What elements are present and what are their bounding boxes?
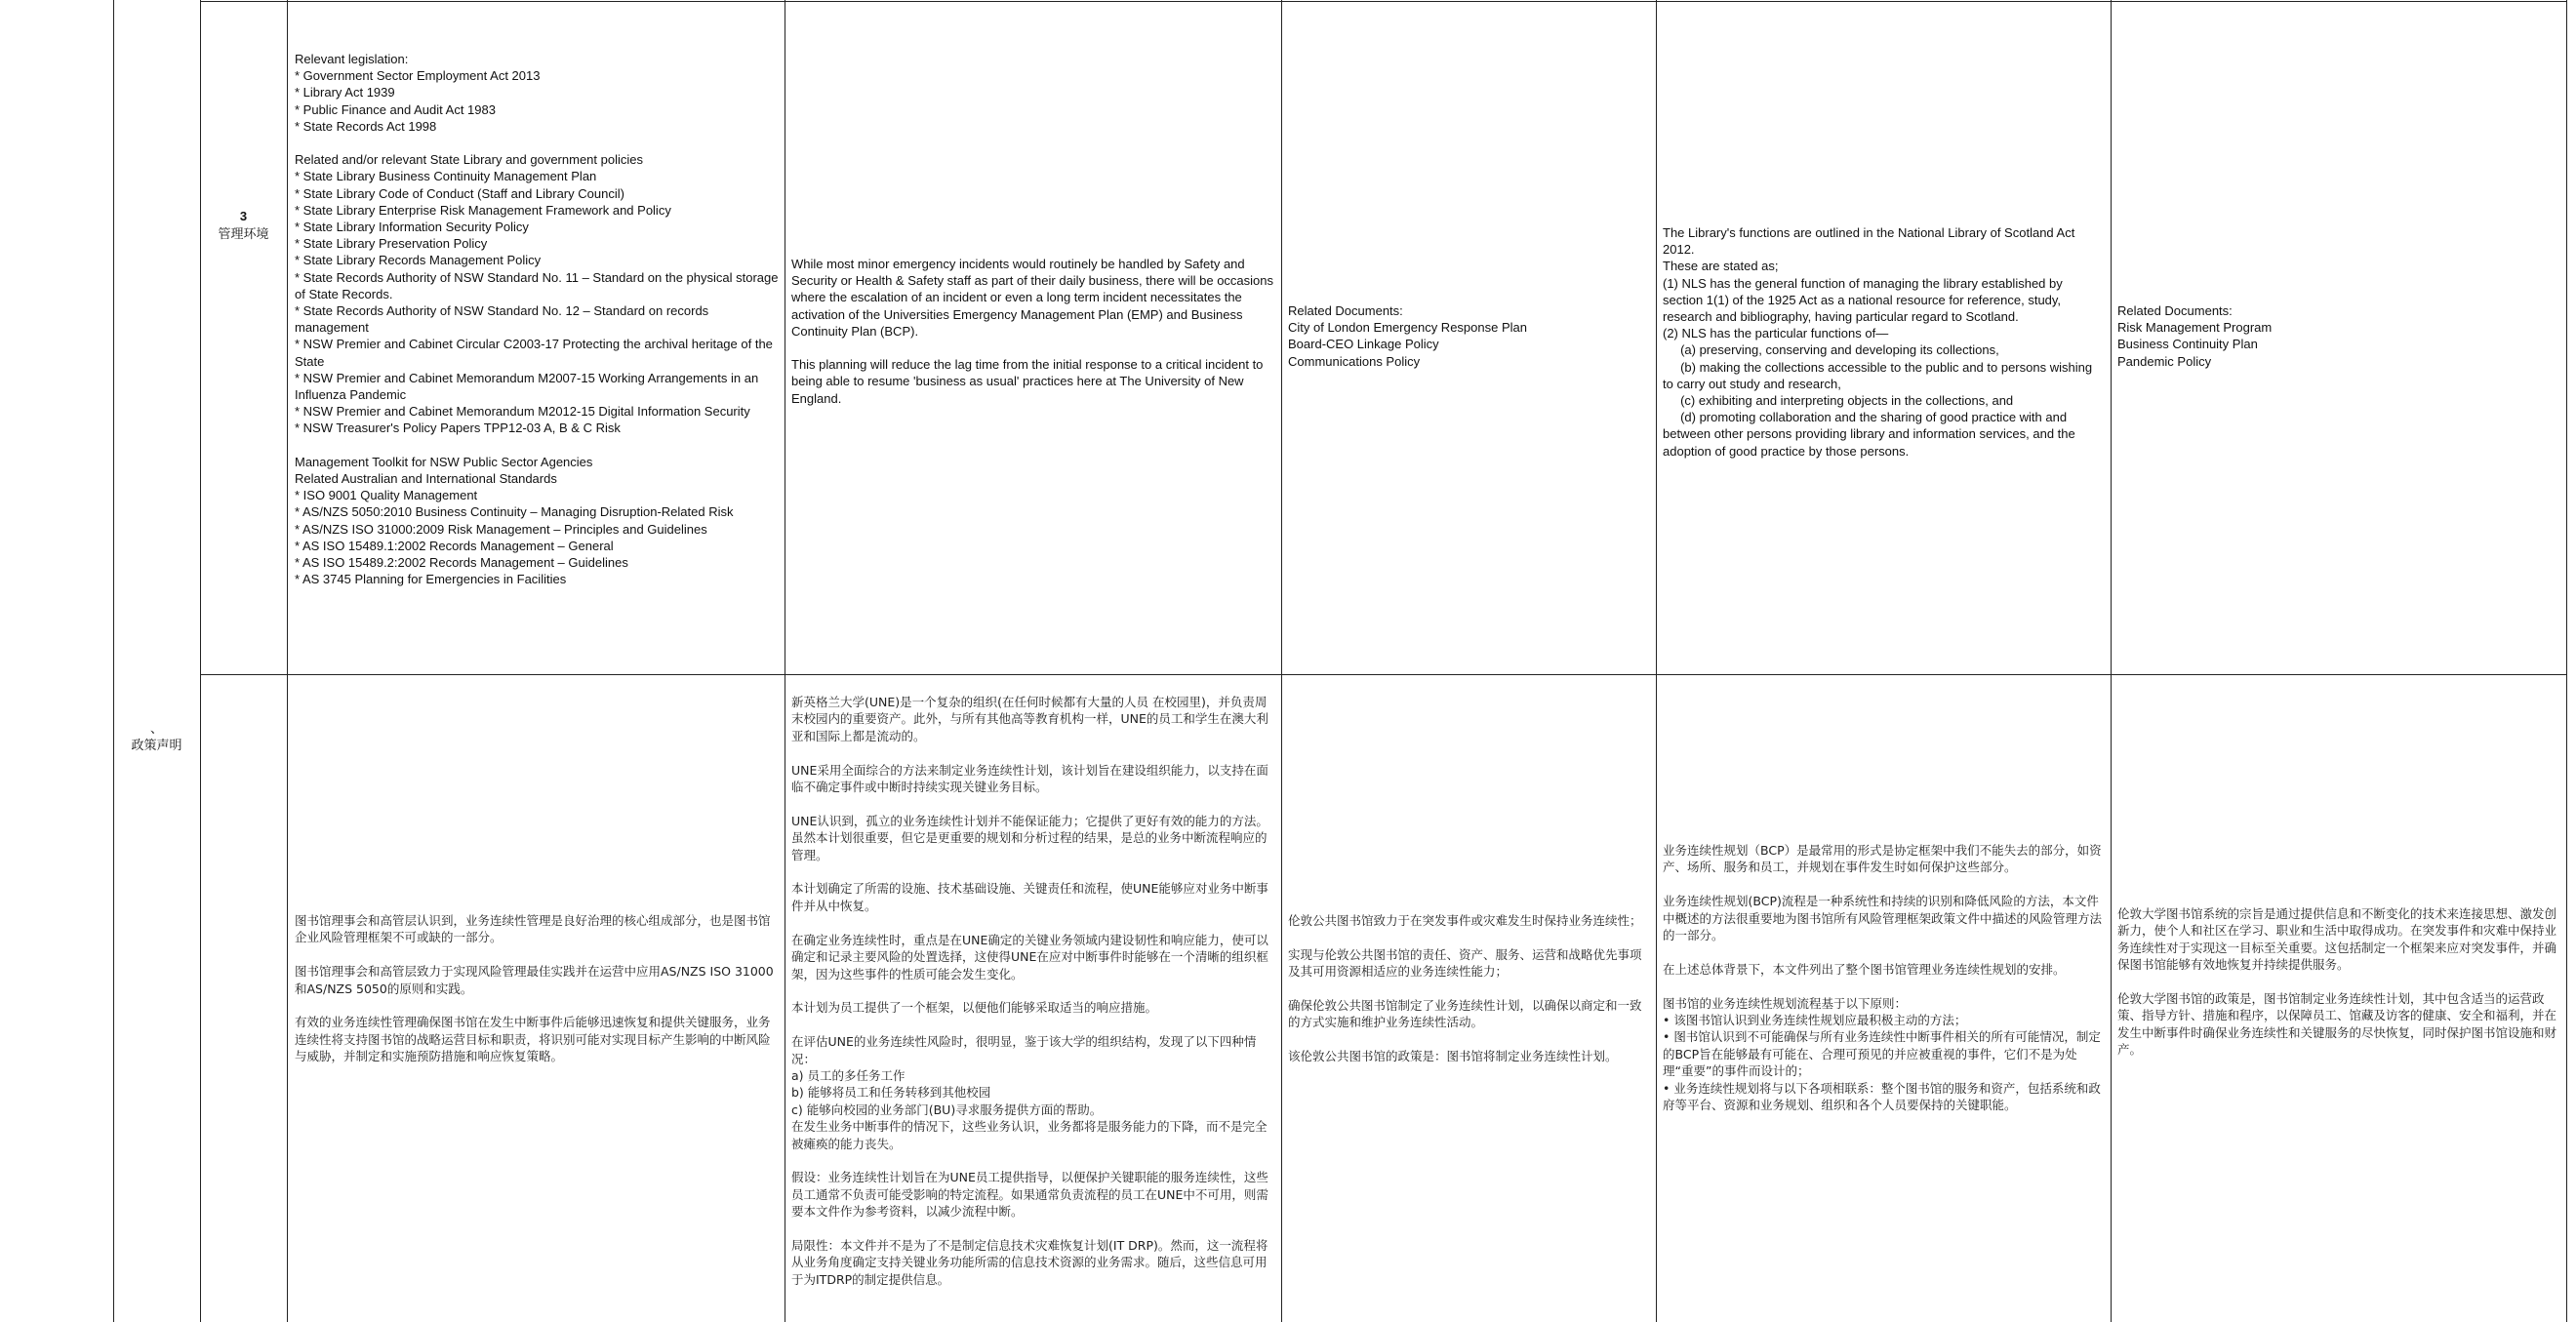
grid-hline bbox=[200, 674, 2566, 675]
grid-vline bbox=[2566, 0, 2567, 1322]
grid-vline bbox=[200, 0, 201, 1322]
section-label: 政策声明 bbox=[131, 738, 182, 752]
cell-cn-london-statement: 伦敦公共图书馆致力于在突发事件或灾难发生时保持业务连续性； 实现与伦敦公共图书馆的责任、资产、服务、运营和战略优先事项及其可用资源相适应的业务连续性能力； 确保伦敦公共图书馆制定了业务连续性计划，以确保以商定和一致的方式实施和维护业务连续性活动。 该伦敦公共图书馆的政策是：图书馆将制定业务连续性计划。 bbox=[1288, 913, 1642, 1064]
cell-legislation-policies: Relevant legislation: * Government Sector Employment Act 2013 * Library Act 1939 * Public Finance and Audit Act 1983 * State Records Act 1998 Related and/or relevant State Library and government policies * State Library Business Continuity Management Plan * State Library Code of Conduct (Staff and Library Council) * State Library Enterprise Risk Management Framework and Policy * State Library Information Security Policy * State Library Preservation Policy * State Library Records Management Policy * State Records Authority of NSW Standard No. 11 – Standard on the physical storage of State Records. * State Records Authority of NSW Standard No. 12 – Standard on records management * NSW Premier and Cabinet Circular C2003-17 Protecting the archival heritage of the State * NSW Premier and Cabinet Memorandum M2007-15 Working Arrangements in an Influenza Pandemic * NSW Premier and Cabinet Memorandum M2012-15 Digital Information Security * NSW Treasurer's Policy Papers TPP12-03 A, B & C Risk Management Toolkit for NSW Public Sector Agencies Related Australian and International Standards * ISO 9001 Quality Management * AS/NZS 5050:2010 Business Continuity – Managing Disruption-Related Risk * AS/NZS ISO 31000:2009 Risk Management – Principles and Guidelines * AS ISO 15489.1:2002 Records Management – General * AS ISO 15489.2:2002 Records Management – Guidelines * AS 3745 Planning for Emergencies in Facilities bbox=[295, 52, 779, 587]
grid-hline bbox=[200, 1, 2566, 2]
grid-vline bbox=[113, 0, 114, 1322]
cell-cn-bcp-statement: 业务连续性规划（BCP）是最常用的形式是协定框架中我们不能失去的部分，如资产、场所、服务和员工，并规划在事件发生时如何保护这些部分。 业务连续性规划(BCP)流程是一种系统性和持续的识别和降低风险的方法，本文件中概述的方法很重要地为图书馆所有风险管理框架政策文件中描述的风险管理方法的一部分。 在上述总体背景下，本文件列出了整个图书馆管理业务连续性规划的安排。 图书馆的业务连续性规划流程基于以下原则： • 该图书馆认识到业务连续性规划应最积极主动的方法； • 图书馆认识到不可能确保与所有业务连续性中断事件相关的所有可能情况，制定的BCP旨在能够最有可能在、合理可预见的并应被重视的事件，它们不是为处理“重要”的事件而设计的； • 业务连续性规划将与以下各项相联系：整个图书馆的服务和资产，包括系统和政府等平台、资源和业务规划、组织和各个人员要保持的关键职能。 bbox=[1663, 843, 2103, 1113]
section-mark: 、 bbox=[149, 721, 163, 736]
cell-related-docs-risk: Related Documents: Risk Management Program Business Continuity Plan Pandemic Policy bbox=[2117, 303, 2273, 369]
cell-cn-board-statement: 图书馆理事会和高管层认识到，业务连续性管理是良好治理的核心组成部分，也是图书馆企业风险管理框架不可或缺的一部分。 图书馆理事会和高管层致力于实现风险管理最佳实践并在运营中应用AS/NZS ISO 31000和AS/NZS 5050的原则和实践。 有效的业务连续性管理确保图书馆在发生中断事件后能够迅速恢复和提供关键服务，业务连续性将支持图书馆的战略运营目标和职责，将识别可能对实现目标产生影响的中断风险与威胁，并制定和实施预防措施和响应恢复策略。 bbox=[295, 913, 774, 1064]
grid-vline bbox=[1656, 0, 1657, 1322]
grid-vline bbox=[2111, 0, 2112, 1322]
grid-vline bbox=[1281, 0, 1282, 1322]
cell-nls-functions: The Library's functions are outlined in the National Library of Scotland Act 2012. These are stated as; (1) NLS has the general function of managing the library established by section 1(1) of the 1925 Act as a national resource for reference, study, research and bibliography, having particular regard to Scotland. (2) NLS has the particular functions of— (a) preserving, conserving and developing its collections, (b) making the collections accessible to the public and to persons wishing to carry out study and research, (c) exhibiting and interpreting objects in the collections, and (d) promoting collaboration and the sharing of good practice with and between other persons providing library and information services, and the adoption of good practice by those persons. bbox=[1663, 225, 2093, 459]
cell-cn-library-statement: 伦敦大学图书馆系统的宗旨是通过提供信息和不断变化的技术来连接思想、激发创新力，使个人和社区在学习、职业和生活中取得成功。在突发事件和灾难中保持业务连续性对于实现这一目标至关重要。这包括制定一个框架来应对突发事件，并确保图书馆能够有效地恢复并持续提供服务。 伦敦大学图书馆的政策是，图书馆制定业务连续性计划，其中包含适当的运营政策、指导方针、措施和程序，以保障员工、馆藏及访客的健康、安全和福利，并在发生中断事件时确保业务连续性和关键服务的尽快恢复，同时保护图书馆设施和财产。 bbox=[2117, 906, 2557, 1058]
cell-london-related-docs: Related Documents: City of London Emergency Response Plan Board-CEO Linkage Policy Communications Policy bbox=[1288, 303, 1527, 369]
row-label: 管理环境 bbox=[218, 226, 269, 241]
row-number: 3 bbox=[239, 209, 248, 223]
cell-cn-une-statement: 新英格兰大学(UNE)是一个复杂的组织(在任何时候都有大量的人员 在校园里)，并负责周末校园内的重要资产。此外，与所有其他高等教育机构一样，UNE的员工和学生在澳大利亚和国际上都是流动的。 UNE采用全面综合的方法来制定业务连续性计划，该计划旨在建设组织能力，以支持在面临不确定事件或中断时持续实现关键业务目标。 UNE认识到，孤立的业务连续性计划并不能保证能力；它提供了更好有效的能力的方法。虽然本计划很重要，但它是更重要的规划和分析过程的结果，是总的业务中断流程响应的管理。 本计划确定了所需的设施、技术基础设施、关键责任和流程，使UNE能够应对业务中断事件并从中恢复。 在确定业务连续性时，重点是在UNE确定的关键业务领域内建设韧性和响应能力，使可以确定和记录主要风险的处置选择，这使得UNE在应对中断事件时能够在一个清晰的组织框架，因为这些事件的性质可能会发生变化。 本计划为员工提供了一个框架，以便他们能够采取适当的响应措施。 在评估UNE的业务连续性风险时，很明显，鉴于该大学的组织结构，发现了以下四种情况： a) 员工的多任务工作 b) 能够将员工和任务转移到其他校园 c) 能够向校园的业务部门(BU)寻求服务提供方面的帮助。 在发生业务中断事件的情况下，这些业务认识，业务都将是服务能力的下降，而不是完全被瘫痪的能力丧失。 假设：业务连续性计划旨在为UNE员工提供指导，以便保护关键职能的服务连续性，这些员工通常不负责可能受影响的特定流程。如果通常负责流程的员工在UNE中不可用，则需要本文件作为参考资料，以减少流程中断。 局限性：本文件并不是为了不是制定信息技术灾难恢复计划(IT DRP)。然而，这一流程将从业务角度确定支持关键业务功能所需的信息技术资源的业务需求。随后，这些信息可用于为ITDRP的制定提供信息。 bbox=[791, 695, 1268, 1287]
cell-une-emergency: While most minor emergency incidents would routinely be handled by Safety and Security or Health & Safety staff as part of their daily business, there will be occasions where the escalation of an incident or even a long term incident necessitates the activation of the Universities Emergency Management Plan (EMP) and Business Continuity Plan (BCP). This planning will reduce the lag time from the initial response to a critical incident to being able to resume 'business as usual' practices here at The University of New England. bbox=[791, 257, 1273, 406]
grid-vline bbox=[287, 0, 288, 1322]
